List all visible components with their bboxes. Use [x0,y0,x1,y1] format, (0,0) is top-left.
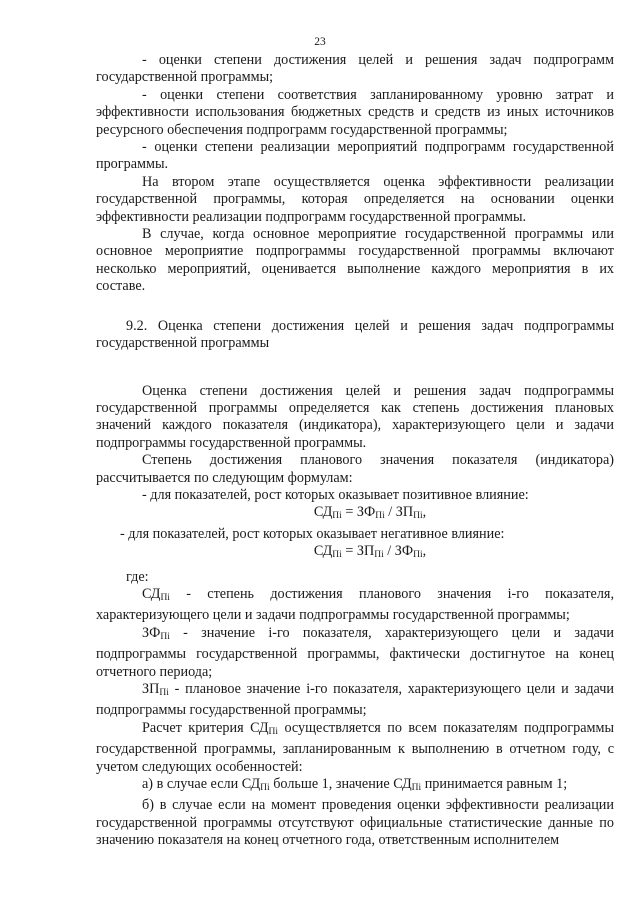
paragraph-calc: Расчет критерия $СД_{Пi}$ осуществляется по всем показателям подпрограммы государственной программы, запланированным к выполнению в отчетном году, с учетом следующих особенностей: [96,719,614,775]
paragraph: - оценки степени реализации мероприятий подпрограмм государственной программы. [96,139,614,173]
page-number: 23 [314,36,326,48]
paragraph: - оценки степени достижения целей и решения задач подпрограмм государственной программы; [96,52,614,86]
formula-positive: $СД_{Пi} = ЗФ_{Пi} / ЗП_{Пi}$, [313,504,427,522]
paragraph: Оценка степени достижения целей и решения задач подпрограммы государственной программы определяется как степень достижения плановых значений каждого показателя (индикатора), характеризующего цели и задачи подпрограммы государственной программы. [96,382,614,451]
where-label: где: [126,568,149,585]
paragraph: На втором этапе осуществляется оценка эффективности реализации государственной программы, которая определяется на основании оценки эффективности реализации подпрограмм государственной программы. [96,173,614,225]
list-item-a: а) в случае если $СД_{Пi}$ больше 1, значение $СД_{Пi}$ принимается равным 1; [142,776,568,794]
paragraph: - для показателей, рост которых оказывает позитивное влияние: [142,486,529,503]
paragraph: Степень достижения планового значения показателя (индикатора) рассчитывается по следующим формулам: [96,452,614,486]
paragraph: В случае, когда основное мероприятие государственной программы или основное мероприятие подпрограммы государственной программы включают несколько мероприятий, оценивается выполнение каждого мероприятия в их составе. [96,226,614,295]
definition-zf: $ЗФ_{Пi}$ - значение i-го показателя, характеризующего цели и задачи подпрограммы государственной программы, фактически достигнутое на конец отчетного периода; [96,624,614,680]
definition-zp: $ЗП_{Пi}$ - плановое значение i-го показателя, характеризующего цели и задачи подпрограммы государственной программы; [96,681,614,719]
formula-negative: $СД_{Пi} = ЗП_{Пi} / ЗФ_{Пi}$, [313,543,427,561]
section-heading: 9.2. Оценка степени достижения целей и решения задач подпрограммы государственной программы [96,317,614,352]
definition-sd: $СД_{Пi}$ - степень достижения планового значения i-го показателя, характеризующего цели и задачи подпрограммы государственной программы; [96,585,614,624]
paragraph: - оценки степени соответствия запланированному уровню затрат и эффективности использования бюджетных средств и средств из иных источников ресурсного обеспечения подпрограмм государственной программы; [96,86,614,138]
paragraph: - для показателей, рост которых оказывает негативное влияние: [120,525,505,542]
document-body [96,52,614,850]
list-item-b: б) в случае если на момент проведения оценки эффективности реализации государственной программы отсутствуют официальные статистические данные по значению показателя на конец отчетного года, ответственным исполнителем [96,797,614,849]
